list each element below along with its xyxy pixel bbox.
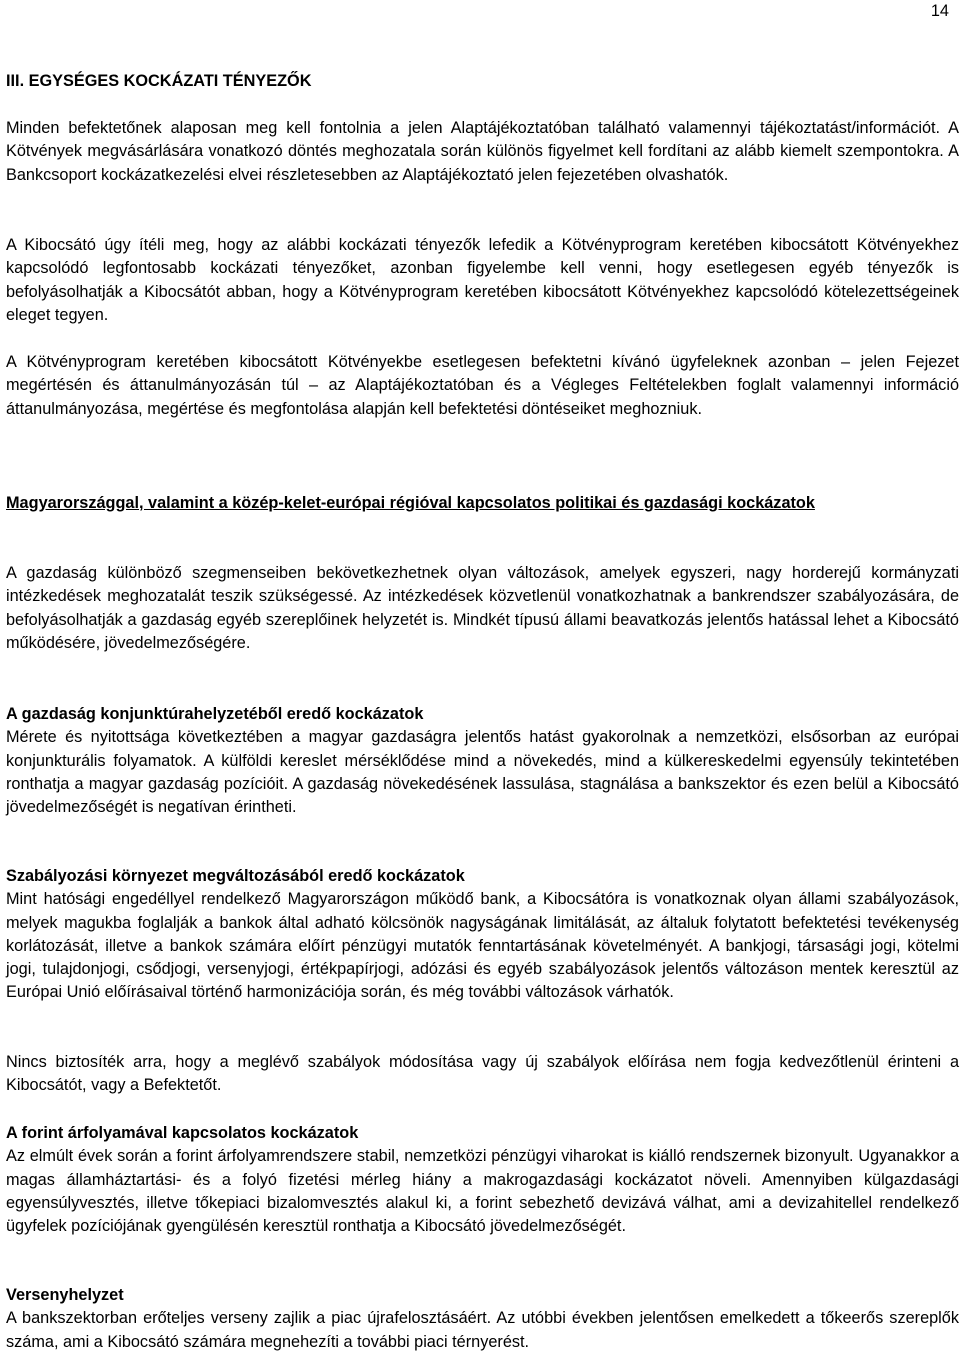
section-text-forint: Az elmúlt évek során a forint árfolyamrendszere stabil, nemzetközi pénzügyi viharokat is kiálló rendszernek bizonyult. Ugyanakkor a magas államháztartási- és a folyó fizetési mérleg hiány a makrogazdasági kockázatot növeli. Amennyiben külgazdasági egyensúlyvesztés, illetve tőkepiaci bizalomvesztés alakul ki, a forint sebezhető devizává válhat, ami a devizahitellel rendelkező ügyfelek pozíciójának gyengülésén keresztül ronthatja a Kibocsátó jövedelmezőségét. [6,1147,959,1236]
section-political-body [6,562,959,655]
intro-paragraph-2 [6,234,959,327]
section-heading-forint: A forint árfolyamával kapcsolatos kockázatok [6,1124,359,1142]
section-economic [6,703,959,819]
page-number: 14 [930,2,949,20]
section-regulatory [6,865,959,1005]
section-text-regulatory-2: Nincs biztosíték arra, hogy a meglévő szabályok módosítása vagy új szabályok előírása nem fogja kedvezőtlenül érinteni a Kibocsátót, vagy a Befektetőt. [6,1053,959,1095]
section-text-regulatory-1: Mint hatósági engedéllyel rendelkező Magyarországon működő bank, a Kibocsátóra is vonatkoznak olyan állami szabályozások, melyek magukba foglalják a bankok által adható kölcsönök nagyságának limitálását, az általuk folytatott befektetési tevékenység korlátozását, illetve a bankok számára előírt pénzügyi mutatók fenntartásának követelményét. A bankjogi, társasági jogi, kötelmi jogi, tulajdonjogi, csődjogi, versenyjogi, értékpapírjogi, adózási és egyéb szabályozások jelentős változáson mentek keresztül az Európai Unió előírásaival történő harmonizációja során, és még további változások várhatók. [6,890,959,1002]
section-text-competition: A bankszektorban erőteljes verseny zajlik a piac újrafelosztásáért. Az utóbbi években jelentősen emelkedett a tőkeerős szereplők száma, ami a Kibocsátó számára megnehezíti a további piaci térnyerést. [6,1309,959,1351]
intro-text-3: A Kötvényprogram keretében kibocsátott Kötvényekbe esetlegesen befektetni kívánó ügyfeleknek azonban – jelen Fejezet megértésén és áttanulmányozásán túl – az Alaptájékoztatóban és a Végleges Feltételekben foglalt valamennyi információ áttanulmányozása, megértése és megfontolása alapján kell befektetési döntéseiket meghozniuk. [6,353,959,418]
intro-text-2: A Kibocsátó úgy ítéli meg, hogy az alábbi kockázati tényezők lefedik a Kötvényprogram keretében kibocsátott Kötvényekhez kapcsolódó legfontosabb kockázati tényezőket, azonban figyelembe kell venni, hogy esetlegesen egyéb tényezők is befolyásolhatják a Kibocsátót abban, hogy a Kötvényprogram keretében kibocsátott Kötvényekhez kapcsolódó kötelezettségeinek eleget tegyen. [6,236,959,324]
intro-paragraph-3 [6,351,959,421]
section-competition [6,1284,959,1354]
section-heading-political: Magyarországgal, valamint a közép-kelet-európai régióval kapcsolatos politikai és gazdasági kockázatok [6,494,815,512]
intro-paragraph-1 [6,117,959,187]
section-text-economic: Mérete és nyitottsága következtében a magyar gazdaságra jelentős hatást gyakorolnak a nemzetközi, elsősorban az európai konjunkturális folyamatok. A külföldi kereslet mérséklődése mind a növekedés, mind a külkereskedelmi egyensúly tekintetében ronthatja a magyar gazdaság pozícióit. A gazdaság növekedésének lassulása, stagnálása a bankszektor és ezen belül a Kibocsátó jövedelmezőségét is negatívan érintheti. [6,728,959,817]
intro-text-1: Minden befektetőnek alaposan meg kell fontolnia a jelen Alaptájékoztatóban található valamennyi tájékoztatást/információt. A Kötvények megvásárlására vonatkozó döntés meghozatala során különös figyelmet kell fordítani az alább kiemelt szempontokra. A Bankcsoport kockázatkezelési elvei részletesebben az Alaptájékoztató jelen fejezetében olvashatók. [6,119,959,184]
section-regulatory-note [6,1051,959,1098]
section-political [6,492,959,515]
section-text-political: A gazdaság különböző szegmenseiben bekövetkezhetnek olyan változások, amelyek egyszeri, nagy horderejű kormányzati intézkedések meghozatalát teszik szükségessé. Az intézkedések közvetlenül vonatkozhatnak a bankrendszer szabályozására, de befolyásolhatják a gazdaság egyéb szereplőinek helyzetét is. Mindkét típusú állami beavatkozás jelentős hatással lehet a Kibocsátó működésére, jövedelmezőségére. [6,564,959,652]
section-heading-regulatory: Szabályozási környezet megváltozásából eredő kockázatok [6,867,465,885]
section-heading-economic: A gazdaság konjunktúrahelyzetéből eredő kockázatok [6,705,424,723]
section-heading-competition: Versenyhelyzet [6,1286,124,1304]
section-forint [6,1122,959,1238]
chapter-heading: III. EGYSÉGES KOCKÁZATI TÉNYEZŐK [6,72,312,90]
